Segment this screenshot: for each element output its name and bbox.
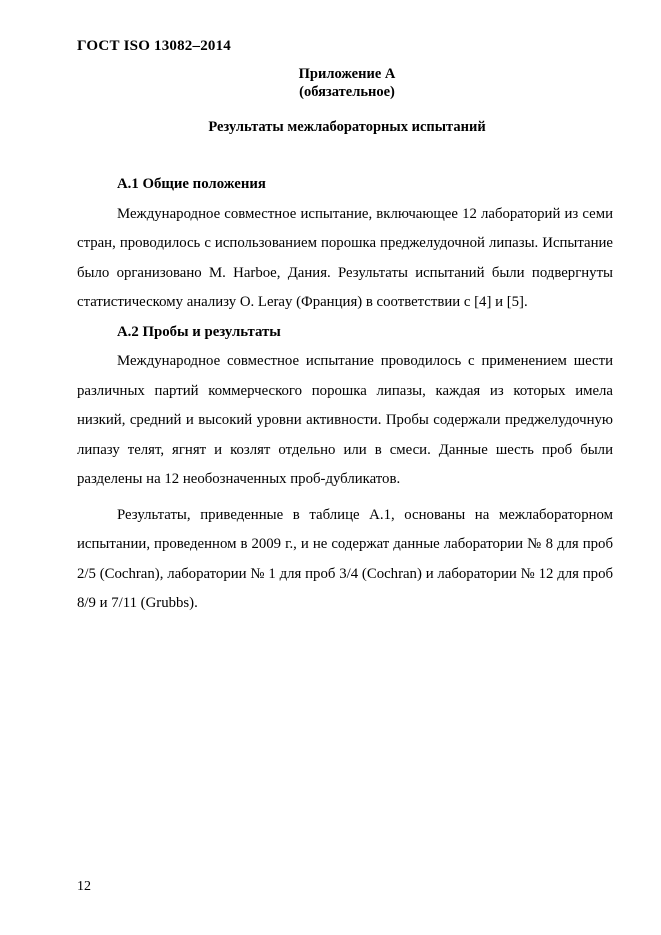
annex-title: Результаты межлабораторных испытаний [208,119,486,135]
section-a1-paragraph: Международное совместное испытание, включающее 12 лабораторий из семи стран, проводилось с использованием порошка преджелудочной липазы. Испытание было организовано M. Harboe, Дания. Результаты испытаний были подвергнуты статистическому анализу O. Leray (Франция) в соответствии с [4] и [5]. [77,205,613,310]
annex-status: (обязательное) [299,84,395,100]
section-a1-heading: А.1 Общие положения [117,176,266,192]
section-a2-heading: А.2 Пробы и результаты [117,323,281,340]
page-number: 12 [77,879,91,894]
annex-header [0,65,661,101]
section-a2-paragraph-2: Результаты, приведенные в таблице А.1, основаны на межлабораторном испытании, проведенном в 2009 г., и не содержат данные лаборатории № 8 для проб 2/5 (Cochran), лаборатории № 1 для проб 3/4 (Cochran) и лаборатории № 12 для проб 8/9 и 7/11 (Grubbs). [77,506,613,611]
document-body [77,170,613,619]
document-code: ГОСТ ISO 13082–2014 [77,38,232,54]
annex-label: Приложение А [298,66,396,82]
section-a2-paragraph-1: Международное совместное испытание проводилось с применением шести различных партий коммерческого порошка липазы, каждая из которых имела низкий, средний и высокий уровни активности. Пробы содержали преджелудочную липазу телят, ягнят и козлят отдельно или в смеси. Данные шесть проб были разделены на 12 необозначенных проб-дубликатов. [77,353,613,487]
